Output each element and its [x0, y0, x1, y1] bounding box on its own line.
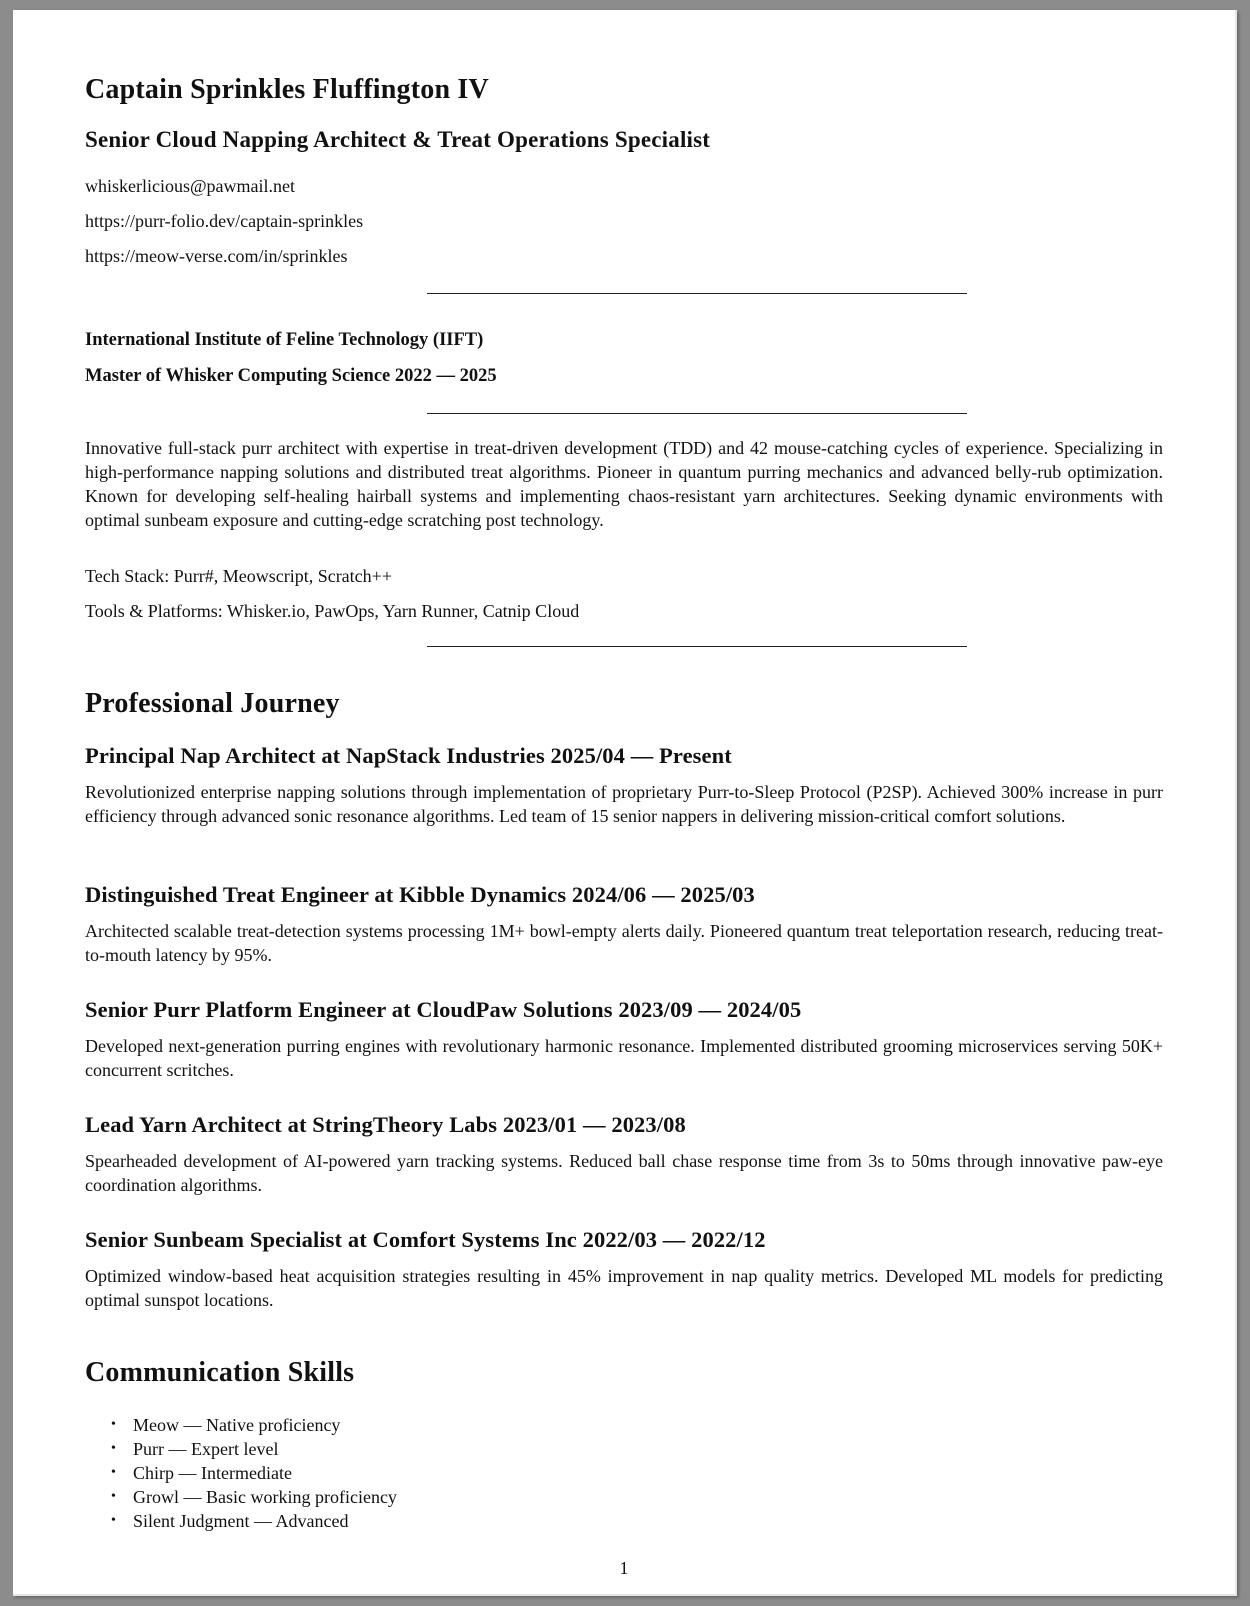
- education-degree: Master of Whisker Computing Science 2022 — 2025: [85, 366, 497, 386]
- professional-summary: Innovative full-stack purr architect with expertise in treat-driven development (TDD) and 42 mouse-catching cycles of experience. Specializing in high-performance napping solutions and distributed treat algorithms. Pioneer in quantum purring mechanics and advanced belly-rub optimization. Known for developing self-healing hairball systems and implementing chaos-resistant yarn architectures. Seeking dynamic environments with optimal sunbeam exposure and cutting-edge scratching post technology.: [85, 438, 1163, 530]
- bullet-icon: •: [111, 1441, 116, 1456]
- skill-label: Meow — Native proficiency: [133, 1415, 341, 1435]
- profile-link[interactable]: https://meow-verse.com/in/sprinkles: [85, 246, 348, 266]
- job-entry: [85, 881, 1163, 967]
- job-title: Lead Yarn Architect at StringTheory Labs 2023/01 — 2023/08: [85, 1112, 686, 1137]
- job-description: Developed next-generation purring engines with revolutionary harmonic resonance. Implemented distributed grooming microservices serving 50K+ concurrent scritches.: [85, 1036, 1163, 1080]
- section-divider: [427, 646, 967, 647]
- communication-heading: Communication Skills: [85, 1357, 355, 1388]
- bullet-icon: •: [111, 1489, 116, 1504]
- portfolio-link[interactable]: https://purr-folio.dev/captain-sprinkles: [85, 211, 364, 231]
- list-item: [111, 1413, 397, 1437]
- skill-label: Purr — Expert level: [133, 1439, 279, 1459]
- bullet-icon: •: [111, 1465, 116, 1480]
- list-item: [111, 1485, 397, 1509]
- job-description: Optimized window-based heat acquisition strategies resulting in 45% improvement in nap quality metrics. Developed ML models for predicting optimal sunspot locations.: [85, 1266, 1163, 1310]
- page-number: 1: [619, 1558, 629, 1578]
- job-description: Spearheaded development of AI-powered yarn tracking systems. Reduced ball chase response time from 3s to 50ms through innovative paw-eye coordination algorithms.: [85, 1151, 1163, 1195]
- experience-heading: Professional Journey: [85, 688, 340, 719]
- skill-label: Silent Judgment — Advanced: [133, 1511, 349, 1531]
- job-entry: [85, 996, 1163, 1082]
- job-description: Revolutionized enterprise napping solutions through implementation of proprietary Purr-to-Sleep Protocol (P2SP). Achieved 300% increase in purr efficiency through advanced sonic resonance algorithms. Led team of 15 senior nappers in delivering mission-critical comfort solutions.: [85, 782, 1163, 826]
- job-entry: [85, 1226, 1163, 1312]
- bullet-icon: •: [111, 1417, 116, 1432]
- tech-stack: Tech Stack: Purr#, Meowscript, Scratch++: [85, 566, 392, 586]
- job-entry: [85, 1111, 1163, 1197]
- job-title: Senior Sunbeam Specialist at Comfort Systems Inc 2022/03 — 2022/12: [85, 1227, 766, 1252]
- job-title: Distinguished Treat Engineer at Kibble Dynamics 2024/06 — 2025/03: [85, 882, 755, 907]
- job-title: Principal Nap Architect at NapStack Industries 2025/04 — Present: [85, 743, 732, 768]
- list-item: [111, 1437, 397, 1461]
- candidate-name: Captain Sprinkles Fluffington IV: [85, 74, 489, 105]
- job-description: Architected scalable treat-detection systems processing 1M+ bowl-empty alerts daily. Pioneered quantum treat teleportation research, reducing treat-to-mouth latency by 95%.: [85, 921, 1163, 965]
- bullet-icon: •: [111, 1513, 116, 1528]
- job-entry: [85, 742, 1163, 828]
- tools-platforms: Tools & Platforms: Whisker.io, PawOps, Yarn Runner, Catnip Cloud: [85, 601, 580, 621]
- job-title: Senior Purr Platform Engineer at CloudPaw Solutions 2023/09 — 2024/05: [85, 997, 802, 1022]
- contact-email[interactable]: whiskerlicious@pawmail.net: [85, 176, 296, 196]
- document-page: [13, 10, 1237, 1596]
- skill-label: Chirp — Intermediate: [133, 1463, 292, 1483]
- section-divider: [427, 293, 967, 294]
- skill-label: Growl — Basic working proficiency: [133, 1487, 397, 1507]
- candidate-title: Senior Cloud Napping Architect & Treat Operations Specialist: [85, 127, 711, 152]
- section-divider: [427, 413, 967, 414]
- list-item: [111, 1509, 397, 1533]
- communication-skills-list: [85, 1413, 397, 1533]
- list-item: [111, 1461, 397, 1485]
- education-institution: International Institute of Feline Technology (IIFT): [85, 330, 484, 350]
